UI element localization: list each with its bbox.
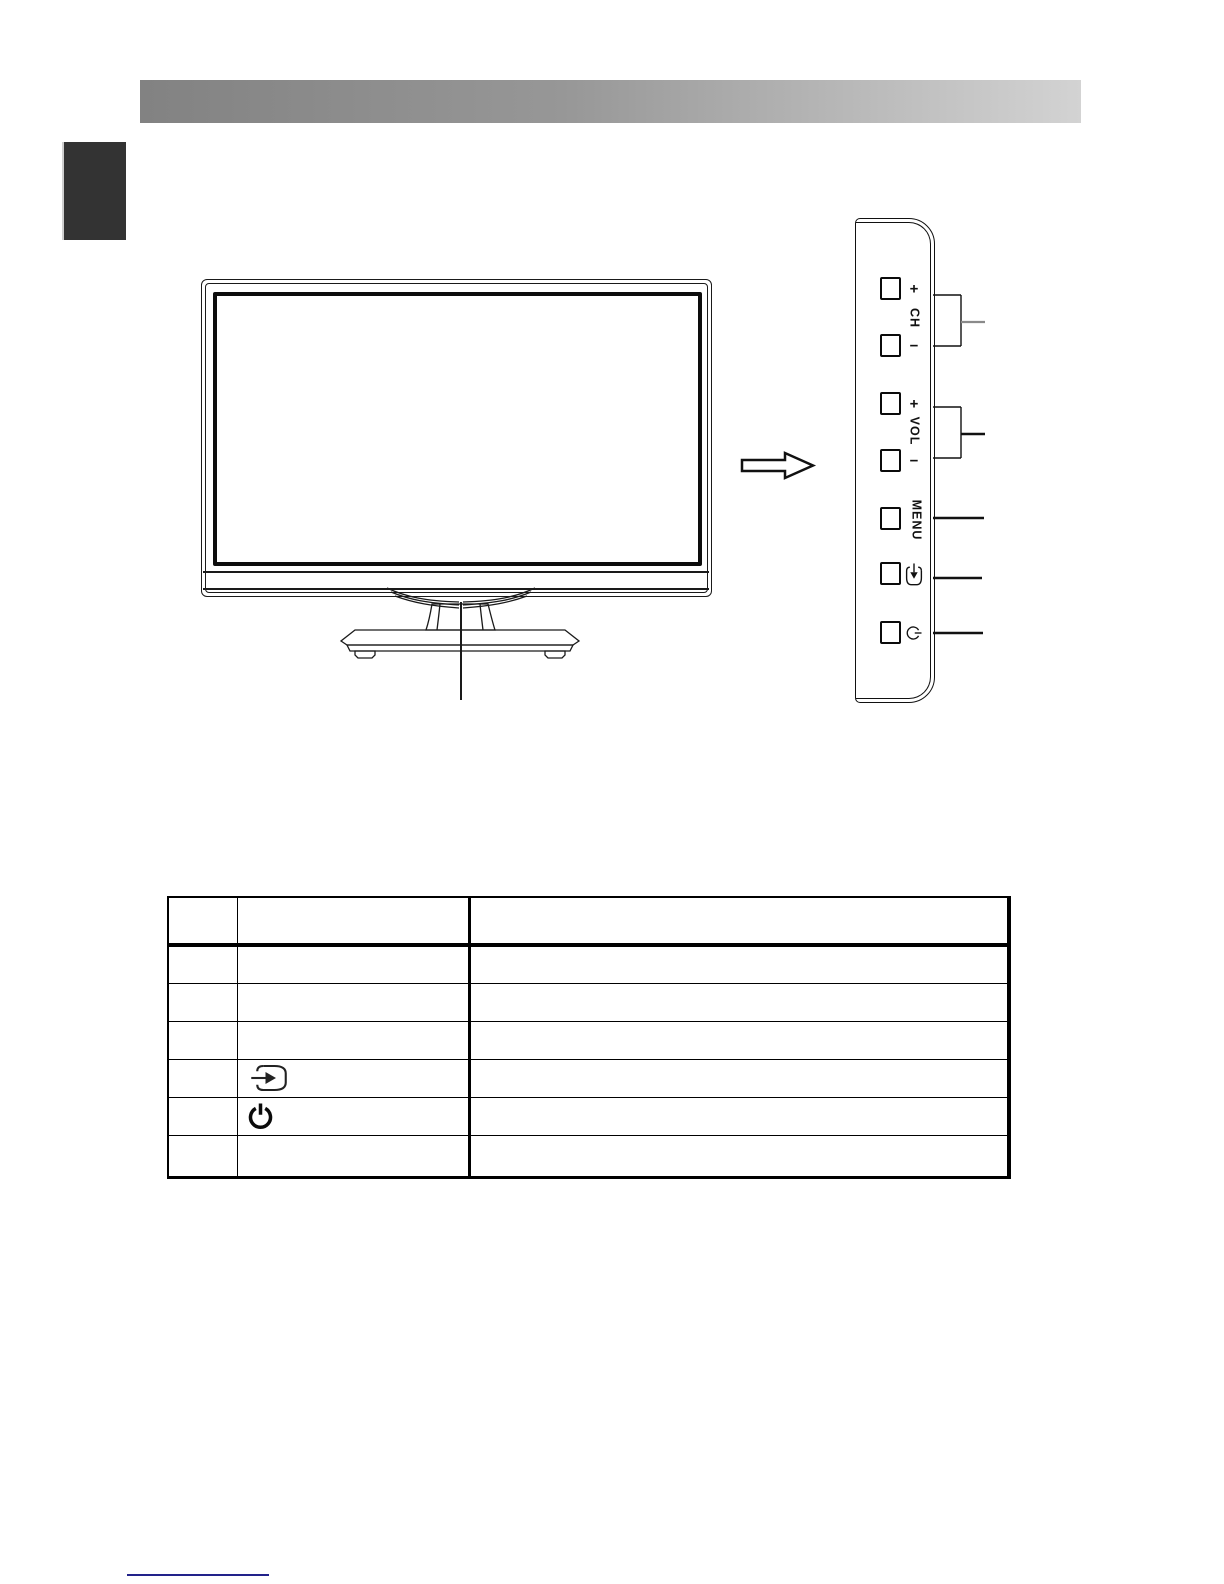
- table-row: [168, 1059, 1009, 1097]
- vol-plus-label: +: [909, 395, 919, 413]
- callout-lines: [925, 280, 995, 640]
- page-edge-tab: [62, 142, 126, 240]
- footer-rule: [127, 1574, 269, 1576]
- input-source-icon: [905, 563, 924, 587]
- ch-label: CH: [907, 307, 922, 329]
- input-source-icon: [250, 1063, 290, 1093]
- table-row: [168, 983, 1009, 1021]
- vol-minus-button: [880, 449, 901, 472]
- menu-button: [880, 507, 901, 530]
- menu-label: MENU: [909, 499, 924, 541]
- table-header-row: [168, 897, 1009, 945]
- table-row: [168, 945, 1009, 983]
- table-row: [168, 1021, 1009, 1059]
- power-button: [880, 621, 901, 644]
- header-cell-control: [237, 897, 469, 945]
- ch-minus-label: −: [909, 337, 919, 355]
- right-arrow-icon: [740, 449, 816, 482]
- power-icon: [248, 1102, 273, 1130]
- table-row: [168, 1135, 1009, 1177]
- controls-table: [167, 896, 1011, 1179]
- power-icon: [906, 626, 923, 641]
- tv-chin-line-top: [203, 571, 709, 573]
- header-cell-description: [469, 897, 1009, 945]
- ch-plus-button: [880, 277, 901, 300]
- input-button: [880, 562, 901, 585]
- vol-group-bracket: [933, 407, 961, 458]
- tv-stand-drawing: [330, 584, 590, 704]
- table-row: [168, 1097, 1009, 1135]
- ch-group-bracket: [933, 295, 961, 346]
- tv-screen: [213, 292, 702, 566]
- vol-plus-button: [880, 392, 901, 415]
- ch-minus-button: [880, 334, 901, 357]
- section-header-bar: [140, 80, 1081, 123]
- ch-plus-label: +: [909, 280, 919, 298]
- vol-label: VOL: [907, 416, 922, 446]
- header-cell-index: [168, 897, 237, 945]
- vol-minus-label: −: [909, 452, 919, 470]
